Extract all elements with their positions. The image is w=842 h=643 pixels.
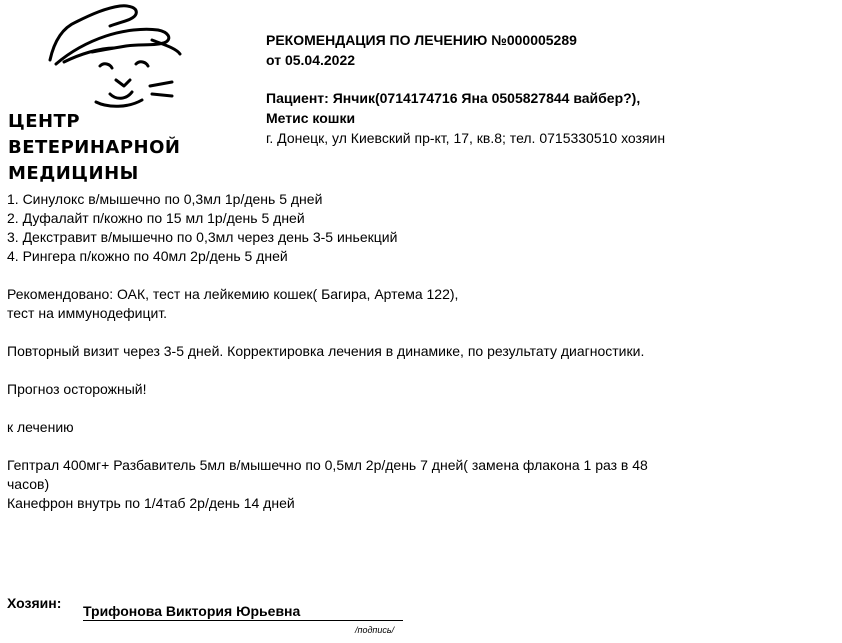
- recommendation-line: Рекомендовано: ОАК, тест на лейкемию кошек( Багира, Артема 122),: [7, 286, 459, 302]
- clinic-name-line: ЦЕНТР: [8, 111, 81, 132]
- revisit-note: Повторный визит через 3-5 дней. Корректировка лечения в динамике, по результату диагностики.: [7, 343, 645, 359]
- additional-item: Канефрон внутрь по 1/4таб 2р/день 14 дней: [7, 495, 295, 511]
- to-treatment-heading: к лечению: [7, 419, 74, 435]
- owner-name-signature-line: Трифонова Виктория Юрьевна: [83, 603, 403, 621]
- additional-item: часов): [7, 476, 50, 492]
- prescription-item: 4. Рингера п/кожно по 40мл 2р/день 5 дней: [7, 248, 288, 264]
- recommendation-line: тест на иммунодефицит.: [7, 305, 168, 321]
- document-date: от 05.04.2022: [266, 52, 356, 68]
- prescription-item: 1. Синулокс в/мышечно по 0,3мл 1р/день 5 дней: [7, 191, 323, 207]
- document-title: РЕКОМЕНДАЦИЯ ПО ЛЕЧЕНИЮ №000005289: [266, 32, 577, 48]
- additional-item: Гептрал 400мг+ Разбавитель 5мл в/мышечно по 0,5мл 2р/день 7 дней( замена флакона 1 раз в 48: [7, 457, 648, 473]
- signature-caption: /подпись/: [355, 625, 395, 635]
- prognosis-note: Прогноз осторожный!: [7, 381, 147, 397]
- prescription-item: 3. Декстравит в/мышечно по 0,3мл через день 3-5 иньекций: [7, 229, 398, 245]
- clinic-name-line: МЕДИЦИНЫ: [8, 163, 139, 184]
- prescription-item: 2. Дуфалайт п/кожно по 15 мл 1р/день 5 дней: [7, 210, 305, 226]
- owner-address: г. Донецк, ул Киевский пр-кт, 17, кв.8; тел. 0715330510 хозяин: [266, 130, 666, 146]
- document-body: [7, 190, 827, 513]
- clinic-name: [8, 109, 180, 187]
- cat-hand-logo-icon: [40, 2, 190, 114]
- clinic-name-line: ВЕТЕРИНАРНОЙ: [8, 137, 181, 158]
- owner-label: Хозяин:: [7, 595, 62, 611]
- clinic-logo: [0, 0, 190, 190]
- patient-info: Пациент: Янчик(0714174716 Яна 0505827844 вайбер?),: [266, 90, 641, 106]
- patient-breed: Метис кошки: [266, 110, 356, 126]
- document-header: [266, 30, 826, 148]
